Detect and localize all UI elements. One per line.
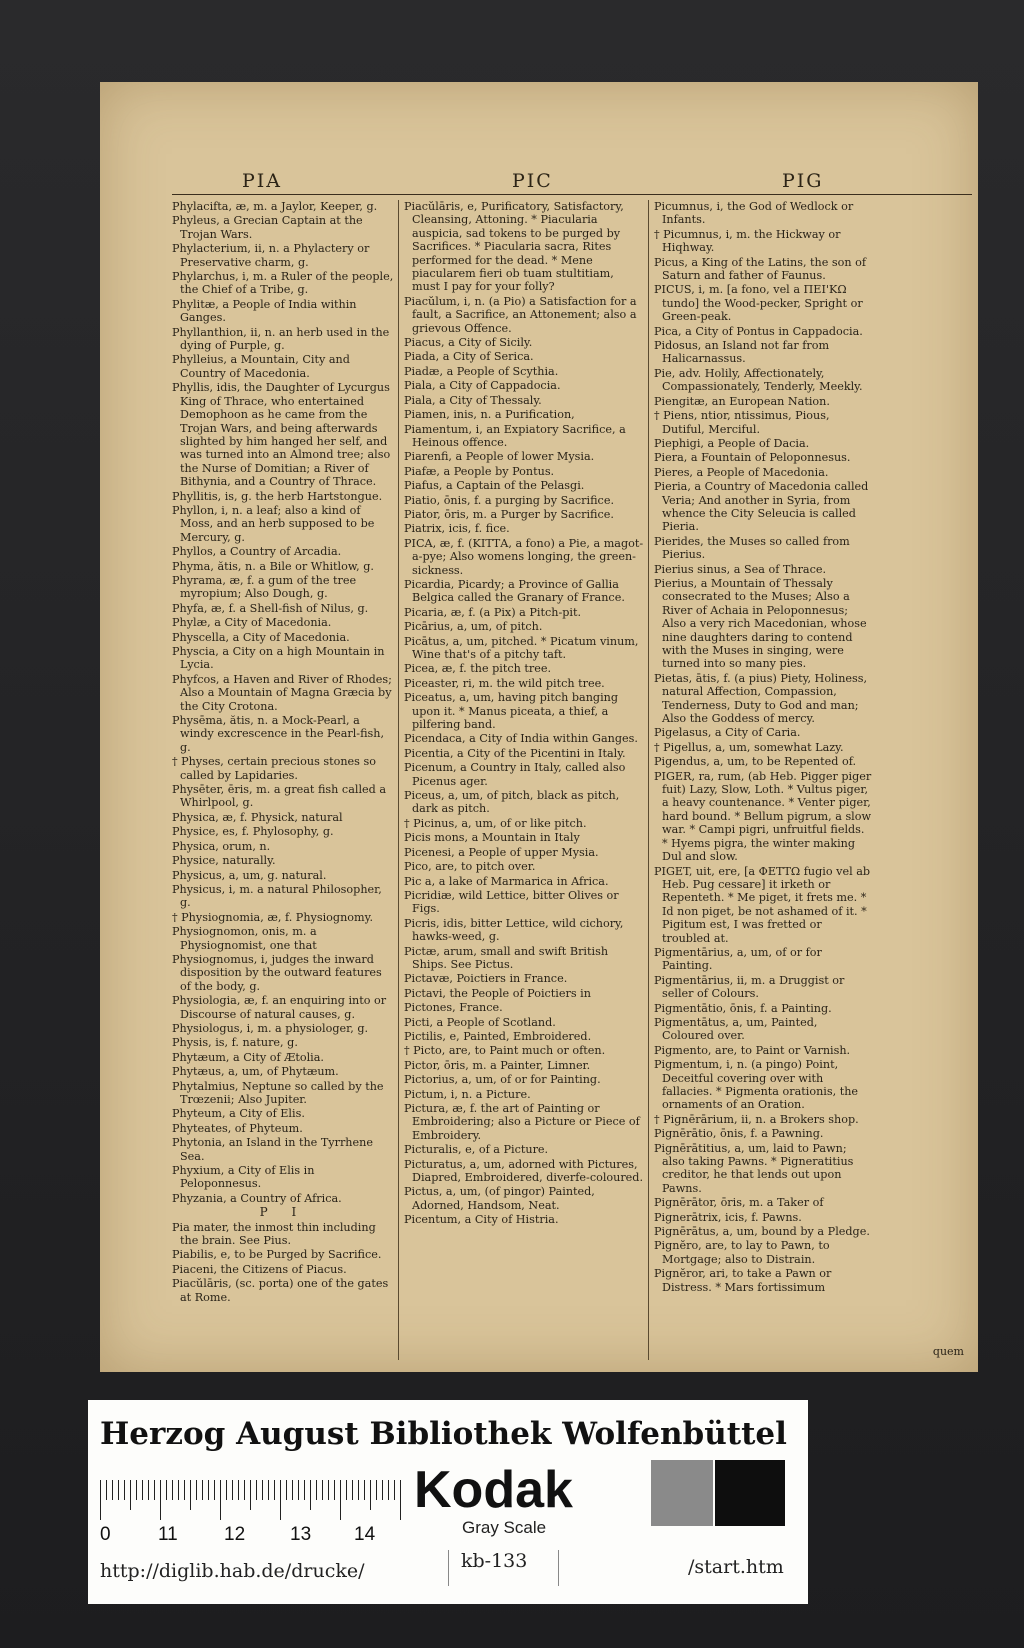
dictionary-entry: Phytalmius, Neptune so called by the Trœzenii; Also Jupiter. [172, 1079, 384, 1106]
ruler-tick [178, 1480, 179, 1500]
dictionary-entry: Physiologia, æ, f. an enquiring into or Discourse of natural causes, g. [172, 994, 387, 1021]
dictionary-entry: † Physiognomia, æ, f. Physiognomy. [172, 910, 374, 924]
dictionary-entry: Phyllitis, is, g. the herb Hartstongue. [172, 489, 383, 503]
ruler-tick [118, 1480, 119, 1500]
dictionary-entry: † Pigellus, a, um, somewhat Lazy. [654, 740, 844, 754]
dictionary-entry: Piafæ, a People by Pontus. [404, 464, 555, 478]
dictionary-entry: Phylacifta, æ, m. a Jaylor, Keeper, g. [172, 200, 378, 213]
dictionary-entry: Picendaca, a City of India within Ganges. [404, 732, 638, 746]
ruler-tick [382, 1480, 383, 1500]
dictionary-entry: Pignērātitius, a, um, laid to Pawn; also taking Pawns. * Pigneratitius creditor, he that lends out upon Pawns. [654, 1141, 854, 1195]
dictionary-entry: Pieres, a People of Macedonia. [654, 465, 829, 479]
dictionary-entry: Physiognomon, onis, m. a Physiognomist, one that [172, 925, 317, 952]
ruler-tick [340, 1480, 341, 1520]
dictionary-entry: † Piens, ntior, ntissimus, Pious, Dutiful, Merciful. [654, 409, 830, 436]
dictionary-entry: Pia mater, the inmost thin including the brain. See Pius. [172, 1220, 376, 1248]
dictionary-entry: Piafus, a Captain of the Pelasgi. [404, 479, 585, 493]
ruler-number: 13 [290, 1524, 312, 1545]
dictionary-entry: Pictum, i, n. a Picture. [404, 1087, 531, 1101]
dictionary-entry: Picātus, a, um, pitched. * Picatum vinum, Wine that's of a pitchy taft. [404, 634, 639, 661]
dictionary-entry: Pigmentārius, a, um, of or for Painting. [654, 945, 822, 973]
ruler-tick [106, 1480, 107, 1500]
dictionary-entry: Picris, idis, bitter Lettice, wild cichory, hawks-weed, g. [404, 916, 624, 944]
dictionary-entry: Physcella, a City of Macedonia. [172, 630, 350, 644]
running-header [172, 170, 972, 195]
ruler-tick [232, 1480, 233, 1500]
ruler-tick [220, 1480, 221, 1520]
dictionary-entry: Pico, are, to pitch over. [404, 860, 536, 874]
dictionary-entry: Phyllis, idis, the Daughter of Lycurgus King of Thrace, who entertained Demophoon as he came from the Trojan Wars, and being afterwards slighted by him hanged her self, and was turned into an Almond tree; also the Nurse of Domitian; a River of Bithynia, and a Country of Thrace. [172, 381, 391, 489]
ruler-tick [196, 1480, 197, 1500]
dictionary-entry: Pierides, the Muses so called from Pierius. [654, 534, 850, 562]
dictionary-entry: Piceatus, a, um, having pitch banging upon it. * Manus piceata, a thief, a pilfering band. [404, 691, 619, 732]
dictionary-entry: † Picto, are, to Paint much or often. [404, 1044, 606, 1058]
dictionary-entry: Piaceni, the Citizens of Piacus. [172, 1262, 347, 1276]
dictionary-entry: PICUS, i, m. [a fono, vel a ΠΕΙ'ΚΩ tundo] the Wood-pecker, Spright or Green-peak. [654, 283, 863, 324]
dictionary-entry: Piabilis, e, to be Purged by Sacrifice. [172, 1248, 382, 1262]
ruler-tick [244, 1480, 245, 1500]
ruler-number: 0 [100, 1524, 111, 1545]
dictionary-entry: Piacus, a City of Sicily. [404, 336, 533, 350]
dictionary-entry: Pigelasus, a City of Caria. [654, 726, 801, 740]
ruler-tick [316, 1480, 317, 1500]
ruler-tick [328, 1480, 329, 1500]
ruler-scale [100, 1480, 406, 1520]
ruler-tick [172, 1480, 173, 1500]
ruler-tick [202, 1480, 203, 1500]
dictionary-entry: Picenesi, a People of upper Mysia. [404, 845, 599, 859]
dictionary-entry: Piacŭlāris, e, Purificatory, Satisfactory, Cleansing, Attoning. * Piacularia auspicia, sad tokens to be purged by Sacrifices. * Piacularia sacra, Rites performed for the dead. * Mene piacularem fieri ob tuam stultitiam, must I pay for your folly? [404, 200, 624, 294]
dictionary-entry: Pidosus, an Island not far from Halicarnassus. [654, 339, 830, 366]
gray-scale-label: Gray Scale [462, 1518, 547, 1537]
ruler-tick [166, 1480, 167, 1500]
dictionary-entry: Pietas, ātis, f. (a pius) Piety, Holiness, natural Affection, Compassion, Tenderness, Duty to God and man; Also the Goddess of mercy. [654, 671, 868, 726]
dictionary-entry: Piatrix, icis, f. fice. [404, 522, 510, 536]
dictionary-entry: † Picinus, a, um, of or like pitch. [404, 816, 587, 830]
black-swatch [715, 1460, 785, 1526]
divider [448, 1550, 449, 1586]
ruler-tick [358, 1480, 359, 1500]
dictionary-entry: Pignērātor, ōris, m. a Taker of [654, 1196, 824, 1210]
dictionary-entry: Pierius, a Mountain of Thessaly consecrated to the Muses; Also a River of Achaia in Peloponnesus; Also a very rich Macedonian, whose nine daughters daring to contend with the Muses in singing, were turned into so many pies. [654, 576, 867, 671]
ruler-tick [154, 1480, 155, 1500]
dictionary-entry: Phytæus, a, um, of Phytæum. [172, 1065, 339, 1079]
dictionary-entry: Piamentum, i, an Expiatory Sacrifice, a Heinous offence. [404, 422, 626, 449]
dictionary-entry: Physice, naturally. [172, 854, 276, 868]
dictionary-entry: Pica, a City of Pontus in Cappadocia. [654, 324, 863, 338]
dictionary-entry: Phyteates, of Phyteum. [172, 1121, 303, 1135]
dictionary-entry: Pictones, France. [404, 1001, 503, 1015]
ruler-tick [160, 1480, 161, 1520]
dictionary-entry: Phyleus, a Grecian Captain at the Trojan Wars. [172, 214, 363, 241]
dictionary-entry: Physicus, a, um, g. natural. [172, 868, 327, 882]
dictionary-entry: Phytonia, an Island in the Tyrrhene Sea. [172, 1136, 373, 1163]
ruler-tick [292, 1480, 293, 1500]
dictionary-entry: Piengitæ, an European Nation. [654, 394, 830, 408]
dictionary-entry: Piceus, a, um, of pitch, black as pitch, dark as pitch. [404, 789, 620, 816]
dictionary-entry: Piacŭlum, i, n. (a Pio) a Satisfaction for a fault, a Sacrifice, an Attonement; also a grievous Offence. [404, 294, 637, 335]
dictionary-entry: Piceaster, ri, m. the wild pitch tree. [404, 676, 605, 690]
shelfmark: kb-133 [461, 1550, 528, 1572]
ruler-tick [256, 1480, 257, 1500]
ruler-tick [364, 1480, 365, 1500]
dictionary-entry: Phyxium, a City of Elis in Peloponnesus. [172, 1164, 315, 1191]
dictionary-entry: PIGET, uit, ere, [a ΦΕΤΤΩ fugio vel ab Heb. Pug cessare] it irketh or Repenteth. * Me piget, it frets me. * Id non piget, be not ashamed of it. * Pigitum est, I was fretted or troubled at. [654, 864, 871, 945]
dictionary-entry: Phylarchus, i, m. a Ruler of the people, the Chief of a Tribe, g. [172, 270, 394, 297]
dictionary-entry: † Pignērārium, ii, n. a Brokers shop. [654, 1112, 859, 1126]
dictionary-entry: Physiognomus, i, judges the inward disposition by the outward features of the body, g. [172, 952, 382, 993]
dictionary-entry: Physiologus, i, m. a physiologer, g. [172, 1021, 369, 1035]
ruler-tick [142, 1480, 143, 1500]
dictionary-entry: Pictæ, arum, small and swift British Ships. See Pictus. [404, 944, 609, 971]
ruler-tick [238, 1480, 239, 1500]
library-url: http://diglib.hab.de/drucke/ [100, 1560, 365, 1582]
dictionary-entry: Pierius sinus, a Sea of Thrace. [654, 562, 827, 576]
start-link: /start.htm [688, 1556, 784, 1578]
dictionary-entry: Phylleius, a Mountain, City and Country of Macedonia. [172, 353, 350, 380]
ruler-tick [208, 1480, 209, 1500]
dictionary-entry: Pieria, a Country of Macedonia called Veria; And another in Syria, from whence the City Seleucia is called Pieria. [654, 480, 869, 534]
dictionary-entry: Picumnus, i, the God of Wedlock or Infants. [654, 200, 854, 227]
ruler-tick [334, 1480, 335, 1500]
dictionary-entry: Picea, æ, f. the pitch tree. [404, 662, 552, 676]
ruler-tick [184, 1480, 185, 1500]
ruler-tick [148, 1480, 149, 1500]
dictionary-entry: Phytæum, a City of Ætolia. [172, 1050, 324, 1064]
dictionary-entry: Phyteum, a City of Elis. [172, 1107, 305, 1121]
header-right: PIG [782, 170, 824, 192]
dictionary-entry: Pictura, æ, f. the art of Painting or Embroidering; also a Picture or Piece of Embroidery. [404, 1102, 640, 1142]
ruler-tick [112, 1480, 113, 1500]
dictionary-entry: PIGER, ra, rum, (ab Heb. Pigger piger fuit) Lazy, Slow, Loth. * Vultus piger, a heavy countenance. * Venter piger, hard bound. * Bellum pigrum, a slow war. * Campi pigri, unfruitful fields. * Hyems pigra, the winter making Dul and slow. [654, 769, 872, 864]
dictionary-entry: Phyllon, i, n. a leaf; also a kind of Moss, and an herb supposed to be Mercury, g. [172, 503, 375, 544]
dictionary-entry: Picus, a King of the Latins, the son of Saturn and father of Faunus. [654, 255, 867, 283]
color-target-card [88, 1400, 808, 1604]
dictionary-entry: Piada, a City of Serica. [404, 350, 534, 364]
dictionary-entry: Piala, a City of Thessaly. [404, 393, 542, 407]
dictionary-entry: Pignerātrix, icis, f. Pawns. [654, 1210, 802, 1224]
dictionary-entry: Physice, es, f. Phylosophy, g. [172, 825, 334, 839]
dictionary-entry: Physēter, ēris, m. a great fish called a Whirlpool, g. [172, 783, 387, 810]
dictionary-entry: Pictavi, the People of Poictiers in [404, 986, 591, 1000]
ruler-number: 11 [158, 1524, 178, 1545]
dictionary-entry: Pictilis, e, Painted, Embroidered. [404, 1029, 592, 1043]
dictionary-entry: Picaria, æ, f. (a Pix) a Pitch-pit. [404, 605, 582, 619]
dictionary-entry: Pigmento, are, to Paint or Varnish. [654, 1043, 851, 1057]
dictionary-entry: Phyllos, a Country of Arcadia. [172, 545, 342, 559]
column-1 [172, 200, 399, 1360]
ruler-tick [100, 1480, 101, 1520]
dictionary-entry: Piera, a Fountain of Peloponnesus. [654, 451, 851, 465]
ruler-tick [400, 1480, 401, 1520]
institution-name: Herzog August Bibliothek Wolfenbüttel [100, 1416, 787, 1452]
dictionary-entry: Picentum, a City of Histria. [404, 1213, 559, 1227]
dictionary-entry: Pictor, ōris, m. a Painter, Limner. [404, 1058, 591, 1072]
dictionary-entry: Phyzania, a Country of Africa. [172, 1191, 342, 1205]
ruler-tick [298, 1480, 299, 1500]
dictionary-entry: Pignĕro, are, to lay to Pawn, to Mortgage; also to Distrain. [654, 1239, 830, 1266]
dictionary-entry: Piadæ, a People of Scythia. [404, 364, 559, 378]
dictionary-entry: Pie, adv. Holily, Affectionately, Compassionately, Tenderly, Meekly. [654, 366, 863, 394]
dictionary-entry: Piator, ōris, m. a Purger by Sacrifice. [404, 507, 614, 521]
dictionary-entry: Phylacterium, ii, n. a Phylactery or Preservative charm, g. [172, 242, 370, 269]
dictionary-entry: † Physes, certain precious stones so called by Lapidaries. [172, 755, 376, 782]
dictionary-entry: Picturatus, a, um, adorned with Pictures, Diapred, Embroidered, diverfe-coloured. [404, 1157, 644, 1185]
dictionary-entry: Pigmentum, i, n. (a pingo) Point, Deceitful covering over with fallacies. * Pigmenta orationis, the ornaments of an Oration. [654, 1058, 859, 1112]
dictionary-entry: Picridiæ, wild Lettice, bitter Olives or Figs. [404, 888, 619, 916]
dictionary-entry: Picardia, Picardy; a Province of Gallia Belgica called the Granary of France. [404, 577, 625, 605]
kodak-logo: Kodak [414, 1461, 573, 1519]
dictionary-entry: Picārius, a, um, of pitch. [404, 620, 543, 634]
dictionary-entry: Piephigi, a People of Dacia. [654, 436, 810, 450]
dictionary-entry: Phylæ, a City of Macedonia. [172, 616, 332, 630]
dictionary-entry: Picis mons, a Mountain in Italy [404, 831, 580, 845]
ruler-tick [250, 1480, 251, 1510]
dictionary-entry: Phyfcos, a Haven and River of Rhodes; Also a Mountain of Magna Græcia by the City Crotona. [172, 672, 392, 713]
ruler-tick [274, 1480, 275, 1500]
dictionary-entry: Phyfa, æ, f. a Shell-fish of Nilus, g. [172, 601, 369, 615]
ruler-tick [226, 1480, 227, 1500]
ruler-tick [304, 1480, 305, 1500]
ruler-tick [280, 1480, 281, 1520]
dictionary-entry: PICA, æ, f. (ΚΙΤΤΑ, a fono) a Pie, a magot-a-pye; Also womens longing, the green-sickness. [404, 536, 644, 577]
ruler-tick [286, 1480, 287, 1500]
ruler-tick [388, 1480, 389, 1500]
gray-swatch [651, 1460, 713, 1526]
ruler-tick [190, 1480, 191, 1510]
dictionary-entry: Physis, is, f. nature, g. [172, 1036, 298, 1050]
dictionary-entry: Pigmentātus, a, um, Painted, Coloured over. [654, 1015, 818, 1043]
dictionary-entry: Phyma, ătis, n. a Bile or Whitlow, g. [172, 559, 374, 573]
divider [558, 1550, 559, 1586]
ruler-number: 12 [224, 1524, 246, 1545]
ruler-tick [130, 1480, 131, 1510]
dictionary-entry: Piatio, ōnis, f. a purging by Sacrifice. [404, 493, 614, 507]
dictionary-entry: Physica, orum, n. [172, 839, 271, 853]
dictionary-entry: Pictorius, a, um, of or for Painting. [404, 1073, 601, 1087]
dictionary-entry: Phyllanthion, ii, n. an herb used in the dying of Purple, g. [172, 325, 390, 353]
ruler-tick [262, 1480, 263, 1500]
dictionary-entry: Phyrama, æ, f. a gum of the tree myropium; Also Dough, g. [172, 573, 357, 601]
ruler-tick [322, 1480, 323, 1500]
ruler-tick [268, 1480, 269, 1500]
dictionary-entry: Pigmentārius, ii, m. a Druggist or seller of Colours. [654, 973, 845, 1001]
ruler-tick [394, 1480, 395, 1500]
ruler-tick [310, 1480, 311, 1510]
dictionary-entry: Phylitæ, a People of India within Ganges. [172, 297, 357, 325]
ruler-tick [214, 1480, 215, 1500]
dictionary-entry: Picentia, a City of the Picentini in Italy. [404, 746, 626, 760]
ruler-number: 14 [354, 1524, 376, 1545]
header-left: PIA [242, 170, 283, 192]
ruler-tick [376, 1480, 377, 1500]
dictionary-entry: Pigmentātio, ōnis, f. a Painting. [654, 1001, 832, 1015]
dictionary-entry: Pictavæ, Poictiers in France. [404, 972, 568, 986]
ruler-tick [124, 1480, 125, 1500]
catchword: quem [932, 1345, 964, 1358]
column-3 [654, 200, 872, 1360]
dictionary-entry: Pignĕror, ari, to take a Pawn or Distress. * Mars fortissimum [654, 1267, 832, 1294]
dictionary-entry: Physēma, ătis, n. a Mock-Pearl, a windy excrescence in the Pearl-fish, g. [172, 714, 385, 754]
page-content [172, 92, 972, 1362]
ruler-numbers [100, 1524, 406, 1546]
dictionary-entry: Picturalis, e, of a Picture. [404, 1143, 549, 1157]
dictionary-entry: Physcia, a City on a high Mountain in Lycia. [172, 645, 385, 672]
dictionary-entry: Pic a, a lake of Marmarica in Africa. [404, 874, 609, 888]
dictionary-entry: Piamen, inis, n. a Purification, [404, 408, 575, 422]
dictionary-entry: Piala, a City of Cappadocia. [404, 379, 561, 393]
ruler-tick [370, 1480, 371, 1510]
header-center: PIC [512, 170, 553, 192]
dictionary-entry: † Picumnus, i, m. the Hickway or Hiqhway. [654, 227, 841, 255]
dictionary-entry: Physica, æ, f. Physick, natural [172, 810, 343, 824]
dictionary-entry: Piarenfi, a People of lower Mysia. [404, 450, 595, 464]
column-2 [404, 200, 649, 1360]
dictionary-entry: Pigendus, a, um, to be Repented of. [654, 755, 857, 769]
dictionary-entry: Pignērātus, a, um, bound by a Pledge. [654, 1225, 870, 1239]
dictionary-entry: Picti, a People of Scotland. [404, 1015, 556, 1029]
dictionary-entry: Pictus, a, um, (of pingor) Painted, Adorned, Handsom, Neat. [404, 1185, 595, 1212]
ruler-tick [136, 1480, 137, 1500]
ruler-tick [346, 1480, 347, 1500]
dictionary-entry: Piacŭlāris, (sc. porta) one of the gates at Rome. [172, 1277, 389, 1304]
dictionary-entry: Picenum, a Country in Italy, called also Picenus ager. [404, 761, 626, 788]
ruler-tick [352, 1480, 353, 1500]
dictionary-entry: Pignērātio, ōnis, f. a Pawning. [654, 1127, 824, 1141]
dictionary-entry: Physicus, i, m. a natural Philosopher, g. [172, 882, 382, 910]
dictionary-columns [172, 200, 972, 1360]
dictionary-entry: P I [259, 1205, 307, 1220]
